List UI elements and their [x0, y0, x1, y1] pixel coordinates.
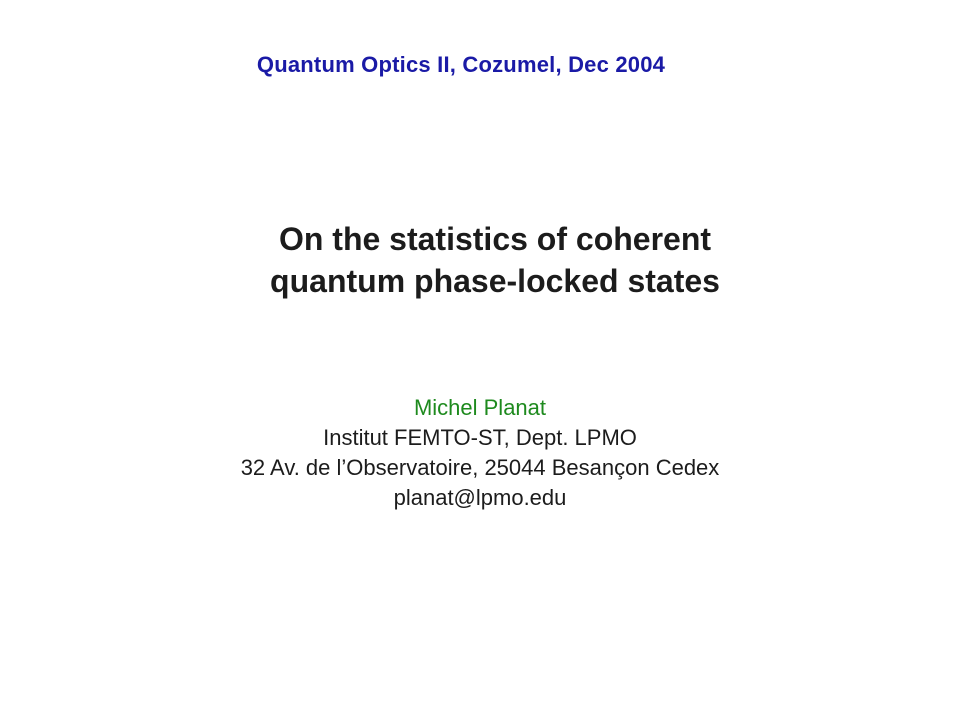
author-name: Michel Planat: [413, 395, 547, 420]
title-line-2: quantum phase-locked states: [270, 263, 720, 299]
title-line-1: On the statistics of coherent: [278, 221, 712, 257]
author-email: planat@lpmo.edu: [393, 485, 567, 510]
author-block: [0, 393, 960, 513]
author-address: 32 Av. de l’Observatoire, 25044 Besançon Cedex: [240, 455, 720, 480]
conference-header: Quantum Optics II, Cozumel, Dec 2004: [256, 52, 666, 77]
slide-title: [0, 218, 960, 302]
author-affiliation: Institut FEMTO-ST, Dept. LPMO: [323, 425, 637, 450]
